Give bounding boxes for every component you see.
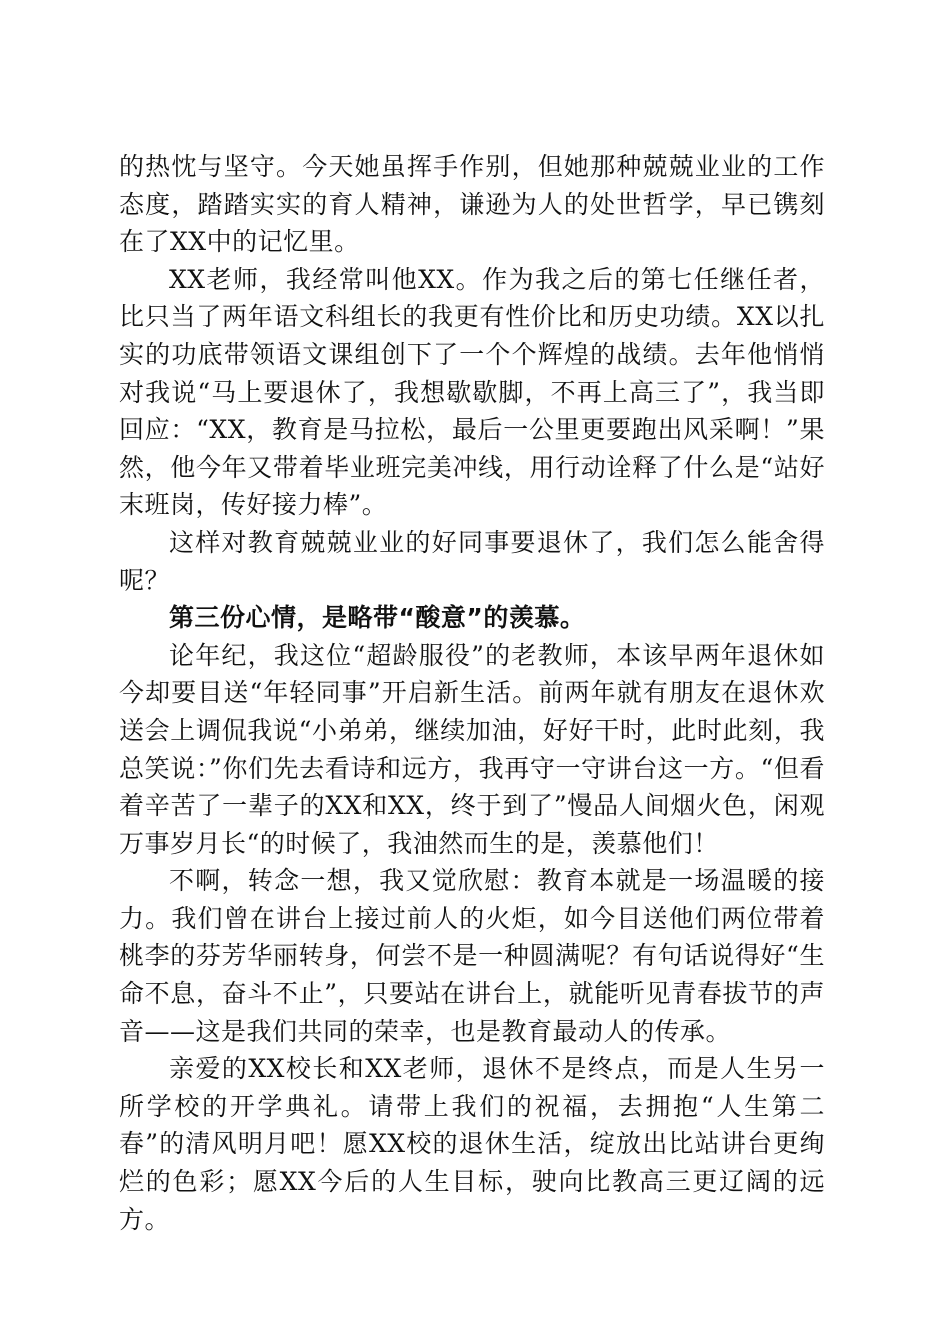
paragraph-envy: 论年纪，我这位“超龄服役”的老教师，本该早两年退休如今却要目送“年轻同事”开启新生活。前两年就有朋友在退休欢送会上调侃我说“小弟弟，继续加油，好好干时，此时此刻，我总笑说：”你们先去看诗和远方，我再守一守讲台这一方。“但看着辛苦了一辈子的XX和XX，终于到了”慢品人间烟火色，闲观万事岁月长“的时候了，我油然而生的是，羡慕他们！ <box>119 640 825 858</box>
paragraph-relay: 不啊，转念一想，我又觉欣慰：教育本就是一场温暖的接力。我们曾在讲台上接过前人的火炬，如今目送他们两位带着桃李的芬芳华丽转身，何尝不是一种圆满呢？有句话说得好“生命不息，奋斗不止”，只要站在讲台上，就能听见青春拔节的声音——这是我们共同的荣幸，也是教育最动人的传承。 <box>119 866 825 1046</box>
paragraph-continuation: 的热忱与坚守。今天她虽挥手作别，但她那种兢兢业业的工作态度，踏踏实实的育人精神，谦逊为人的处世哲学，早已镌刻在了XX中的记忆里。 <box>119 152 825 257</box>
section-heading-third-feeling: 第三份心情，是略带“酸意”的羡慕。 <box>169 603 586 633</box>
paragraph-reluctance: 这样对教育兢兢业业的好同事要退休了，我们怎么能舍得呢？ <box>119 527 825 595</box>
document-body <box>119 148 825 1238</box>
paragraph-closing-wishes: 亲爱的XX校长和XX老师，退休不是终点，而是人生另一所学校的开学典礼。请带上我们的祝福，去拥抱“人生第二春”的清风明月吧！愿XX校的退休生活，绽放出比站讲台更绚烂的色彩；愿XX今后的人生目标，驶向比教高三更辽阔的远方。 <box>119 1054 825 1234</box>
paragraph-xx-teacher: XX老师，我经常叫他XX。作为我之后的第七任继任者，比只当了两年语文科组长的我更有性价比和历史功绩。XX以扎实的功底带领语文课组创下了一个个辉煌的战绩。去年他悄悄对我说“马上要退休了，我想歇歇脚，不再上高三了”，我当即回应：“XX，教育是马拉松，最后一公里更要跑出风采啊！”果然，他今年又带着毕业班完美冲线，用行动诠释了什么是“站好末班岗，传好接力棒”。 <box>119 264 825 520</box>
